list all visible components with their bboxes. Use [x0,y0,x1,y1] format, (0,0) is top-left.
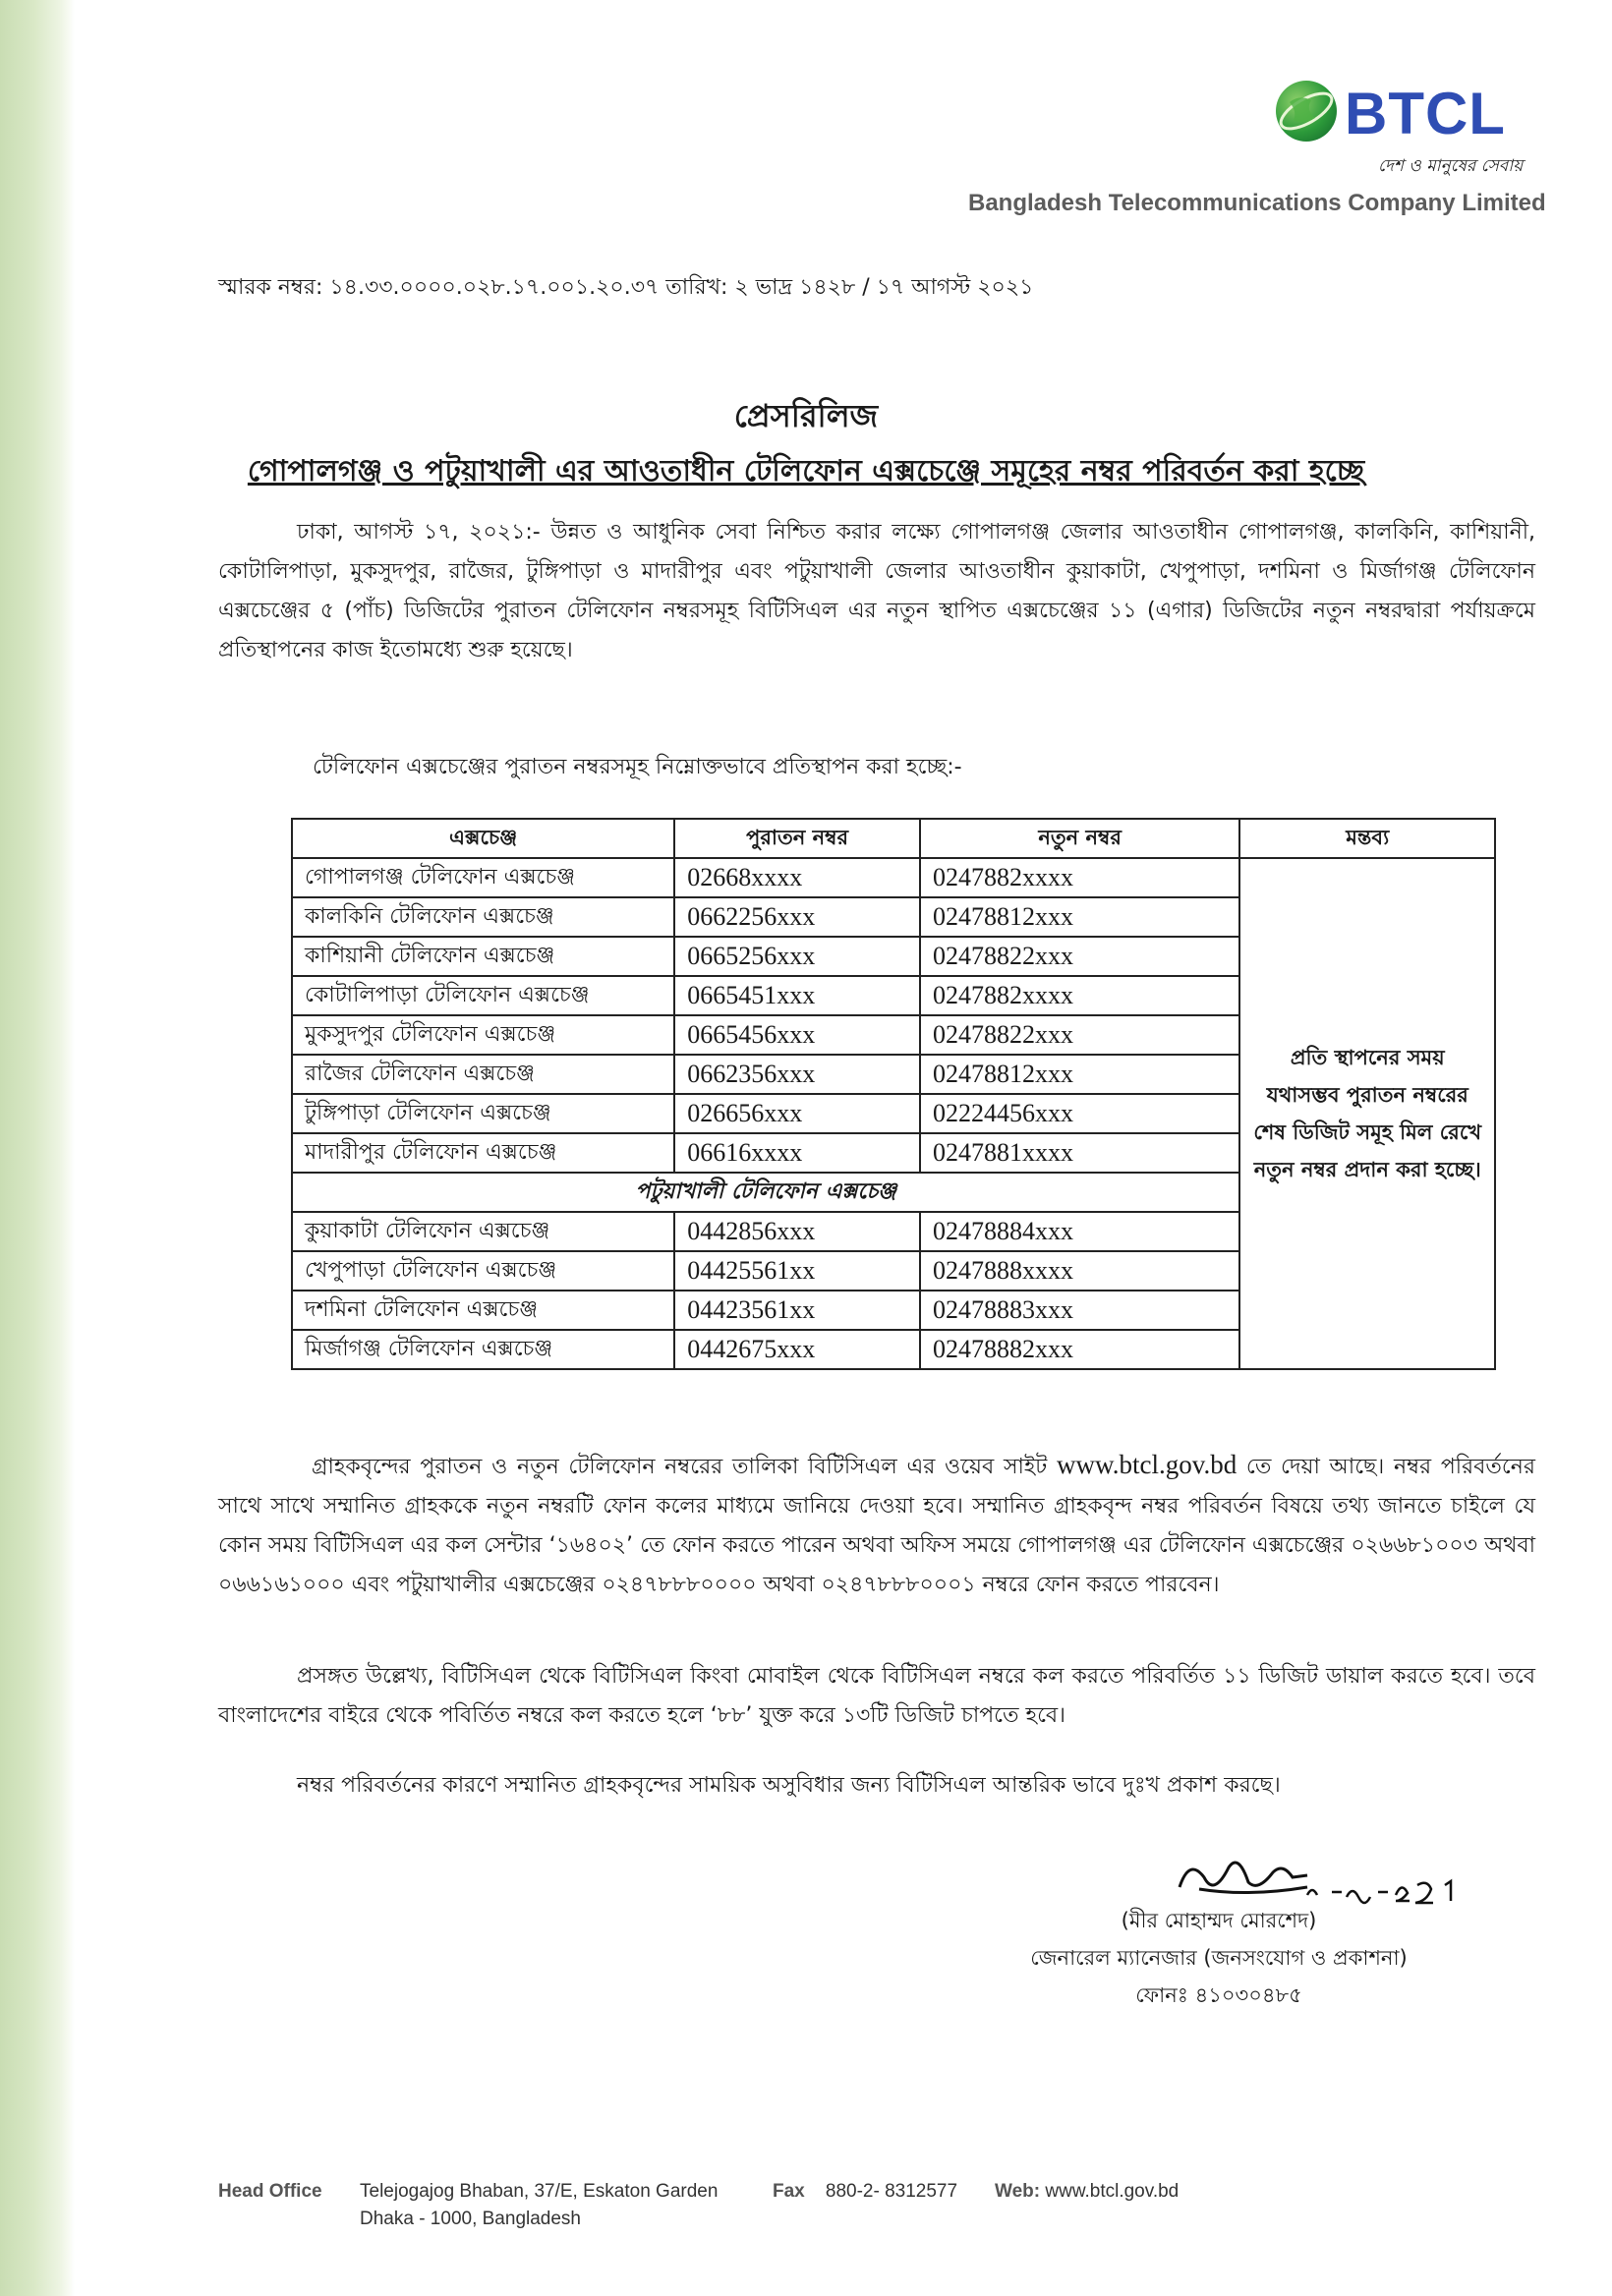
memo-number: স্মারক নম্বর: ১৪.৩৩.০০০০.০২৮.১৭.০০১.২০.৩৭ তারিখ: ২ ভাদ্র ১৪২৮ / ১৭ আগস্ট ২০২১ [218,275,1034,300]
section-label-cell: পটুয়াখালী টেলিফোন এক্সচেঞ্জ [292,1173,1239,1212]
exchange-name-cell: মাদারীপুর টেলিফোন এক্সচেঞ্জ [292,1133,674,1173]
old-number-cell: 0665456xxx [674,1015,920,1055]
exchange-name-cell: মির্জাগঞ্জ টেলিফোন এক্সচেঞ্জ [292,1330,674,1369]
number-change-table [291,818,1496,1370]
footer-address-line2: Dhaka - 1000, Bangladesh [360,2209,581,2229]
footer-address [360,2178,718,2233]
old-number-cell: 04423561xx [674,1291,920,1330]
old-number-cell: 04425561xx [674,1251,920,1291]
table-header-row [292,819,1495,858]
table-row [292,858,1495,897]
new-number-cell: 02478812xxx [920,1055,1240,1094]
header-old-number: পুরাতন নম্বর [674,819,920,858]
new-number-cell: 02478812xxx [920,897,1240,937]
header-new-number: নতুন নম্বর [920,819,1240,858]
paragraph-website-info [218,1445,1535,1605]
company-name: Bangladesh Telecommunications Company Limited [968,190,1546,216]
new-number-cell: 0247888xxxx [920,1251,1240,1291]
footer-head-office-label: Head Office [218,2181,322,2202]
old-number-cell: 0442856xxx [674,1212,920,1251]
old-number-cell: 0665256xxx [674,937,920,976]
document-subtitle: গোপালগঞ্জ ও পটুয়াখালী এর আওতাধীন টেলিফোন এক্সচেঞ্জে সমূহের নম্বর পরিবর্তন করা হচ্ছে [247,454,1365,488]
document-title: প্রেসরিলিজ [733,397,879,434]
old-number-cell: 0662256xxx [674,897,920,937]
footer-fax-label: Fax [773,2181,805,2202]
exchange-name-cell: কাশিয়ানী টেলিফোন এক্সচেঞ্জ [292,937,674,976]
footer-address-line1: Telejogajog Bhaban, 37/E, Eskaton Garden [360,2181,719,2202]
new-number-cell: 0247881xxxx [920,1133,1240,1173]
new-number-cell: 02478882xxx [920,1330,1240,1369]
signature-block [1003,1902,1435,2014]
exchange-name-cell: কুয়াকাটা টেলিফোন এক্সচেঞ্জ [292,1212,674,1251]
remark-cell: প্রতি স্থাপনের সময় যথাসম্ভব পুরাতন নম্বরের শেষ ডিজিট সমূহ মিল রেখে নতুন নম্বর প্রদান করা হচ্ছে। [1239,858,1495,1369]
signatory-phone: ফোনঃ ৪১০৩০৪৮৫ [1135,1983,1302,2007]
old-number-cell: 02668xxxx [674,858,920,897]
footer-fax-number: 880-2- 8312577 [825,2181,958,2202]
paragraph-website-after: তে দেয়া আছে। নম্বর পরিবর্তনের সাথে সাথে সম্মানিত গ্রাহককে নতুন নম্বরটি ফোন কলের মাধ্যমে জানিয়ে দেওয়া হবে। সম্মানিত গ্রাহকবৃন্দ নম্বর পরিবর্তন বিষয়ে তথ্য জানতে চাইলে যে কোন সময় বিটিসিএল এর কল সেন্টার ‘১৬৪০২’ তে ফোন করতে পারেন অথবা অফিস সময়ে গোপালগঞ্জ এর টেলিফোন এক্সচেঞ্জের ০২৬৬৮১০০৩ অথবা ০৬৬১৬১০০০ এবং পটুয়াখালীর এক্সচেঞ্জের ০২৪৭৮৮৮০০০০ অথবা ০২৪৭৮৮৮০০০১ নম্বরে ফোন করতে পারবেন। [218,1455,1535,1597]
exchange-name-cell: খেপুপাড়া টেলিফোন এক্সচেঞ্জ [292,1251,674,1291]
exchange-name-cell: টুঙ্গিপাড়া টেলিফোন এক্সচেঞ্জ [292,1094,674,1133]
paragraph-apology: নম্বর পরিবর্তনের কারণে সম্মানিত গ্রাহকবৃন্দের সাময়িক অসুবিধার জন্য বিটিসিএল আন্তরিক ভাবে দুঃখ প্রকাশ করছে। [297,1773,1281,1798]
old-number-cell: 06616xxxx [674,1133,920,1173]
footer-web-label: Web: [995,2181,1041,2202]
footer-fax [773,2178,957,2206]
new-number-cell: 02478822xxx [920,937,1240,976]
footer-web [995,2178,1179,2206]
header-remark: মন্তব্য [1239,819,1495,858]
new-number-cell: 0247882xxxx [920,976,1240,1015]
table-intro: টেলিফোন এক্সচেঞ্জের পুরাতন নম্বরসমূহ নিম্নোক্তভাবে প্রতিস্থাপন করা হচ্ছে:- [313,755,962,779]
logo-text: BTCL [1345,81,1506,146]
old-number-cell: 0662356xxx [674,1055,920,1094]
signatory-name: (মীর মোহাম্মদ মোরশেদ) [1121,1909,1317,1932]
signatory-designation: জেনারেল ম্যানেজার (জনসংযোগ ও প্রকাশনা) [1030,1946,1408,1970]
logo-tagline: দেশ ও মানুষের সেবায় [1378,156,1524,176]
paragraph-dialing-info: প্রসঙ্গত উল্লেখ্য, বিটিসিএল থেকে বিটিসিএল কিংবা মোবাইল থেকে বিটিসিএল নম্বরে কল করতে পরিবর্তিত ১১ ডিজিট ডায়াল করতে হবে। তবে বাংলাদেশের বাইরে থেকে পবির্তিত নম্বরে কল করতে হলে ‘৮৮’ যুক্ত করে ১৩টি ডিজিট চাপতে হবে। [218,1664,1535,1728]
exchange-name-cell: কোটালিপাড়া টেলিফোন এক্সচেঞ্জ [292,976,674,1015]
old-number-cell: 0665451xxx [674,976,920,1015]
website-link[interactable]: www.btcl.gov.bd [1056,1450,1238,1479]
paragraph-website-before: গ্রাহকবৃন্দের পুরাতন ও নতুন টেলিফোন নম্বরের তালিকা বিটিসিএল এর ওয়েব সাইট [312,1455,1057,1479]
exchange-name-cell: গোপালগঞ্জ টেলিফোন এক্সচেঞ্জ [292,858,674,897]
paragraph-intro: ঢাকা, আগস্ট ১৭, ২০২১:- উন্নত ও আধুনিক সেবা নিশ্চিত করার লক্ষ্যে গোপালগঞ্জ জেলার আওতাধীন গোপালগঞ্জ, কালকিনি, কাশিয়ানী, কোটালিপাড়া, মুকসুদপুর, রাজৈর, টুঙ্গিপাড়া ও মাদারীপুর এবং পটুয়াখালী জেলার আওতাধীন কুয়াকাটা, খেপুপাড়া, দশমিনা ও মির্জাগঞ্জ টেলিফোন এক্সচেঞ্জের ৫ (পাঁচ) ডিজিটের পুরাতন টেলিফোন নম্বরসমূহ বিটিসিএল এর নতুন স্থাপিত এক্সচেঞ্জের ১১ (এগার) ডিজিটের নতুন নম্বরদ্বারা পর্যায়ক্রমে প্রতিস্থাপনের কাজ ইতোমধ্যে শুরু হয়েছে। [218,520,1535,662]
new-number-cell: 02478822xxx [920,1015,1240,1055]
new-number-cell: 0247882xxxx [920,858,1240,897]
old-number-cell: 0442675xxx [674,1330,920,1369]
footer-web-link[interactable]: www.btcl.gov.bd [1045,2181,1180,2202]
exchange-name-cell: রাজৈর টেলিফোন এক্সচেঞ্জ [292,1055,674,1094]
new-number-cell: 02224456xxx [920,1094,1240,1133]
old-number-cell: 026656xxx [674,1094,920,1133]
globe-icon [1276,81,1337,142]
exchange-name-cell: মুকসুদপুর টেলিফোন এক্সচেঞ্জ [292,1015,674,1055]
new-number-cell: 02478884xxx [920,1212,1240,1251]
new-number-cell: 02478883xxx [920,1291,1240,1330]
left-decorative-bar [0,0,61,2296]
exchange-name-cell: দশমিনা টেলিফোন এক্সচেঞ্জ [292,1291,674,1330]
exchange-name-cell: কালকিনি টেলিফোন এক্সচেঞ্জ [292,897,674,937]
header-exchange: এক্সচেঞ্জ [292,819,674,858]
